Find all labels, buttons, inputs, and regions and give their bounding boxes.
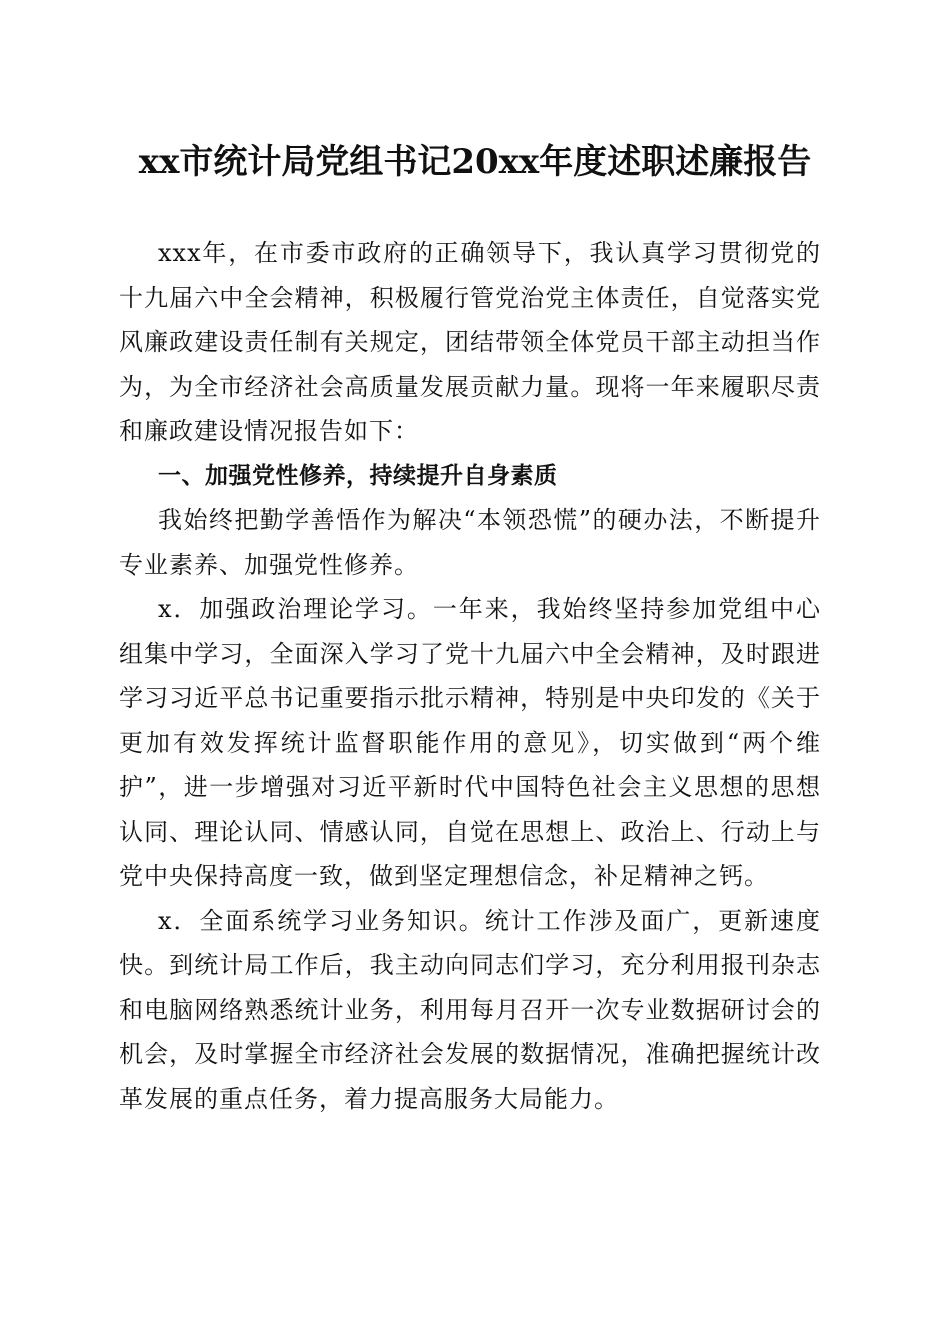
section-1-item-1-paragraph: x．加强政治理论学习。一年来，我始终坚持参加党组中心组集中学习，全面深入学习了党十九届六中全会精神，及时跟进学习习近平总书记重要指示批示精神，特别是中央印发的《关于更加有效发挥统计监督职能作用的意见》，切实做到“两个维护”，进一步增强对习近平新时代中国特色社会主义思想的思想认同、理论认同、情感认同，自觉在思想上、政治上、行动上与党中央保持高度一致，做到坚定理想信念，补足精神之钙。 bbox=[119, 595, 821, 890]
section-heading-1: 一、加强党性修养，持续提升自身素质 bbox=[158, 462, 558, 489]
intro-paragraph: xxx年，在市委市政府的正确领导下，我认真学习贯彻党的十九届六中全会精神，积极履行管党治党主体责任，自觉落实党风廉政建设责任制有关规定，团结带领全体党员干部主动担当作为，为全市经济社会高质量发展贡献力量。现将一年来履职尽责和廉政建设情况报告如下： bbox=[119, 239, 821, 445]
document-body bbox=[119, 231, 821, 1121]
section-1-intro-paragraph: 我始终把勤学善悟作为解决“本领恐慌”的硬办法，不断提升专业素养、加强党性修养。 bbox=[119, 506, 821, 579]
document-title: xx市统计局党组书记20xx年度述职述廉报告 bbox=[138, 142, 812, 182]
section-1-item-2-paragraph: x．全面系统学习业务知识。统计工作涉及面广，更新速度快。到统计局工作后，我主动向同志们学习，充分利用报刊杂志和电脑网络熟悉统计业务，利用每月召开一次专业数据研讨会的机会，及时掌握全市经济社会发展的数据情况，准确把握统计改革发展的重点任务，着力提高服务大局能力。 bbox=[119, 906, 821, 1113]
